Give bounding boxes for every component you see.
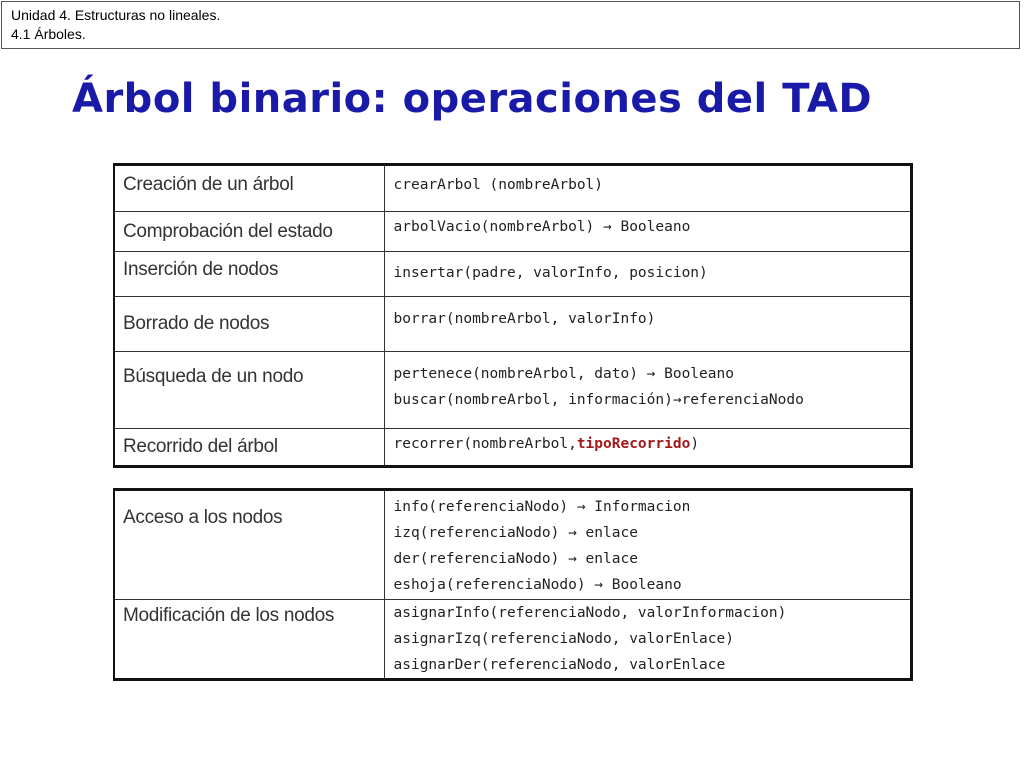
table-row <box>114 252 912 297</box>
code-line: pertenece(nombreArbol, dato) → Booleano <box>393 366 734 382</box>
table-row <box>114 490 912 600</box>
row-code <box>384 352 912 429</box>
table-row <box>114 429 912 467</box>
code-line: izq(referenciaNodo) → enlace <box>393 525 638 541</box>
row-code <box>384 212 912 252</box>
code-line: crearArbol (nombreArbol) <box>393 177 604 193</box>
row-label: Borrado de nodos <box>114 297 384 352</box>
code-line: arbolVacio(nombreArbol) → Booleano <box>393 219 691 235</box>
code-line: asignarIzq(referenciaNodo, valorEnlace) <box>393 631 734 647</box>
code-line <box>394 431 911 457</box>
code-line: asignarInfo(referenciaNodo, valorInformacion) <box>393 605 787 621</box>
row-code <box>384 252 912 297</box>
code-line: borrar(nombreArbol, valorInfo) <box>393 311 656 327</box>
operations-table-1 <box>113 163 913 468</box>
row-label: Recorrido del árbol <box>114 429 384 467</box>
code-line: asignarDer(referenciaNodo, valorEnlace <box>393 657 726 673</box>
row-label: Modificación de los nodos <box>114 600 384 680</box>
table-row <box>114 352 912 429</box>
code-line: info(referenciaNodo) → Informacion <box>393 499 691 515</box>
code-prefix: recorrer(nombreArbol, <box>393 436 577 452</box>
table-row <box>114 212 912 252</box>
row-label: Búsqueda de un nodo <box>114 352 384 429</box>
table-row <box>114 165 912 212</box>
code-suffix: ) <box>690 436 700 452</box>
code-line: der(referenciaNodo) → enlace <box>393 551 638 567</box>
code-line: eshoja(referenciaNodo) → Booleano <box>393 577 682 593</box>
row-label: Comprobación del estado <box>114 212 384 252</box>
row-label: Acceso a los nodos <box>114 490 384 600</box>
code-highlight: tipoRecorrido <box>576 436 691 452</box>
row-label: Creación de un árbol <box>114 165 384 212</box>
header-section: 4.1 Árboles. <box>11 26 86 42</box>
code-line: buscar(nombreArbol, información)→referenciaNodo <box>393 392 804 408</box>
code-line: insertar(padre, valorInfo, posicion) <box>393 265 708 281</box>
header-unit: Unidad 4. Estructuras no lineales. <box>11 7 221 23</box>
row-code <box>384 600 912 680</box>
table-row <box>114 297 912 352</box>
row-code <box>384 165 912 212</box>
operations-table-2 <box>113 488 913 681</box>
row-label: Inserción de nodos <box>114 252 384 297</box>
page-title: Árbol binario: operaciones del TAD <box>72 76 873 122</box>
row-code <box>384 429 912 467</box>
table-row <box>114 600 912 680</box>
row-code <box>384 490 912 600</box>
row-code <box>384 297 912 352</box>
slide-header <box>1 1 1020 49</box>
